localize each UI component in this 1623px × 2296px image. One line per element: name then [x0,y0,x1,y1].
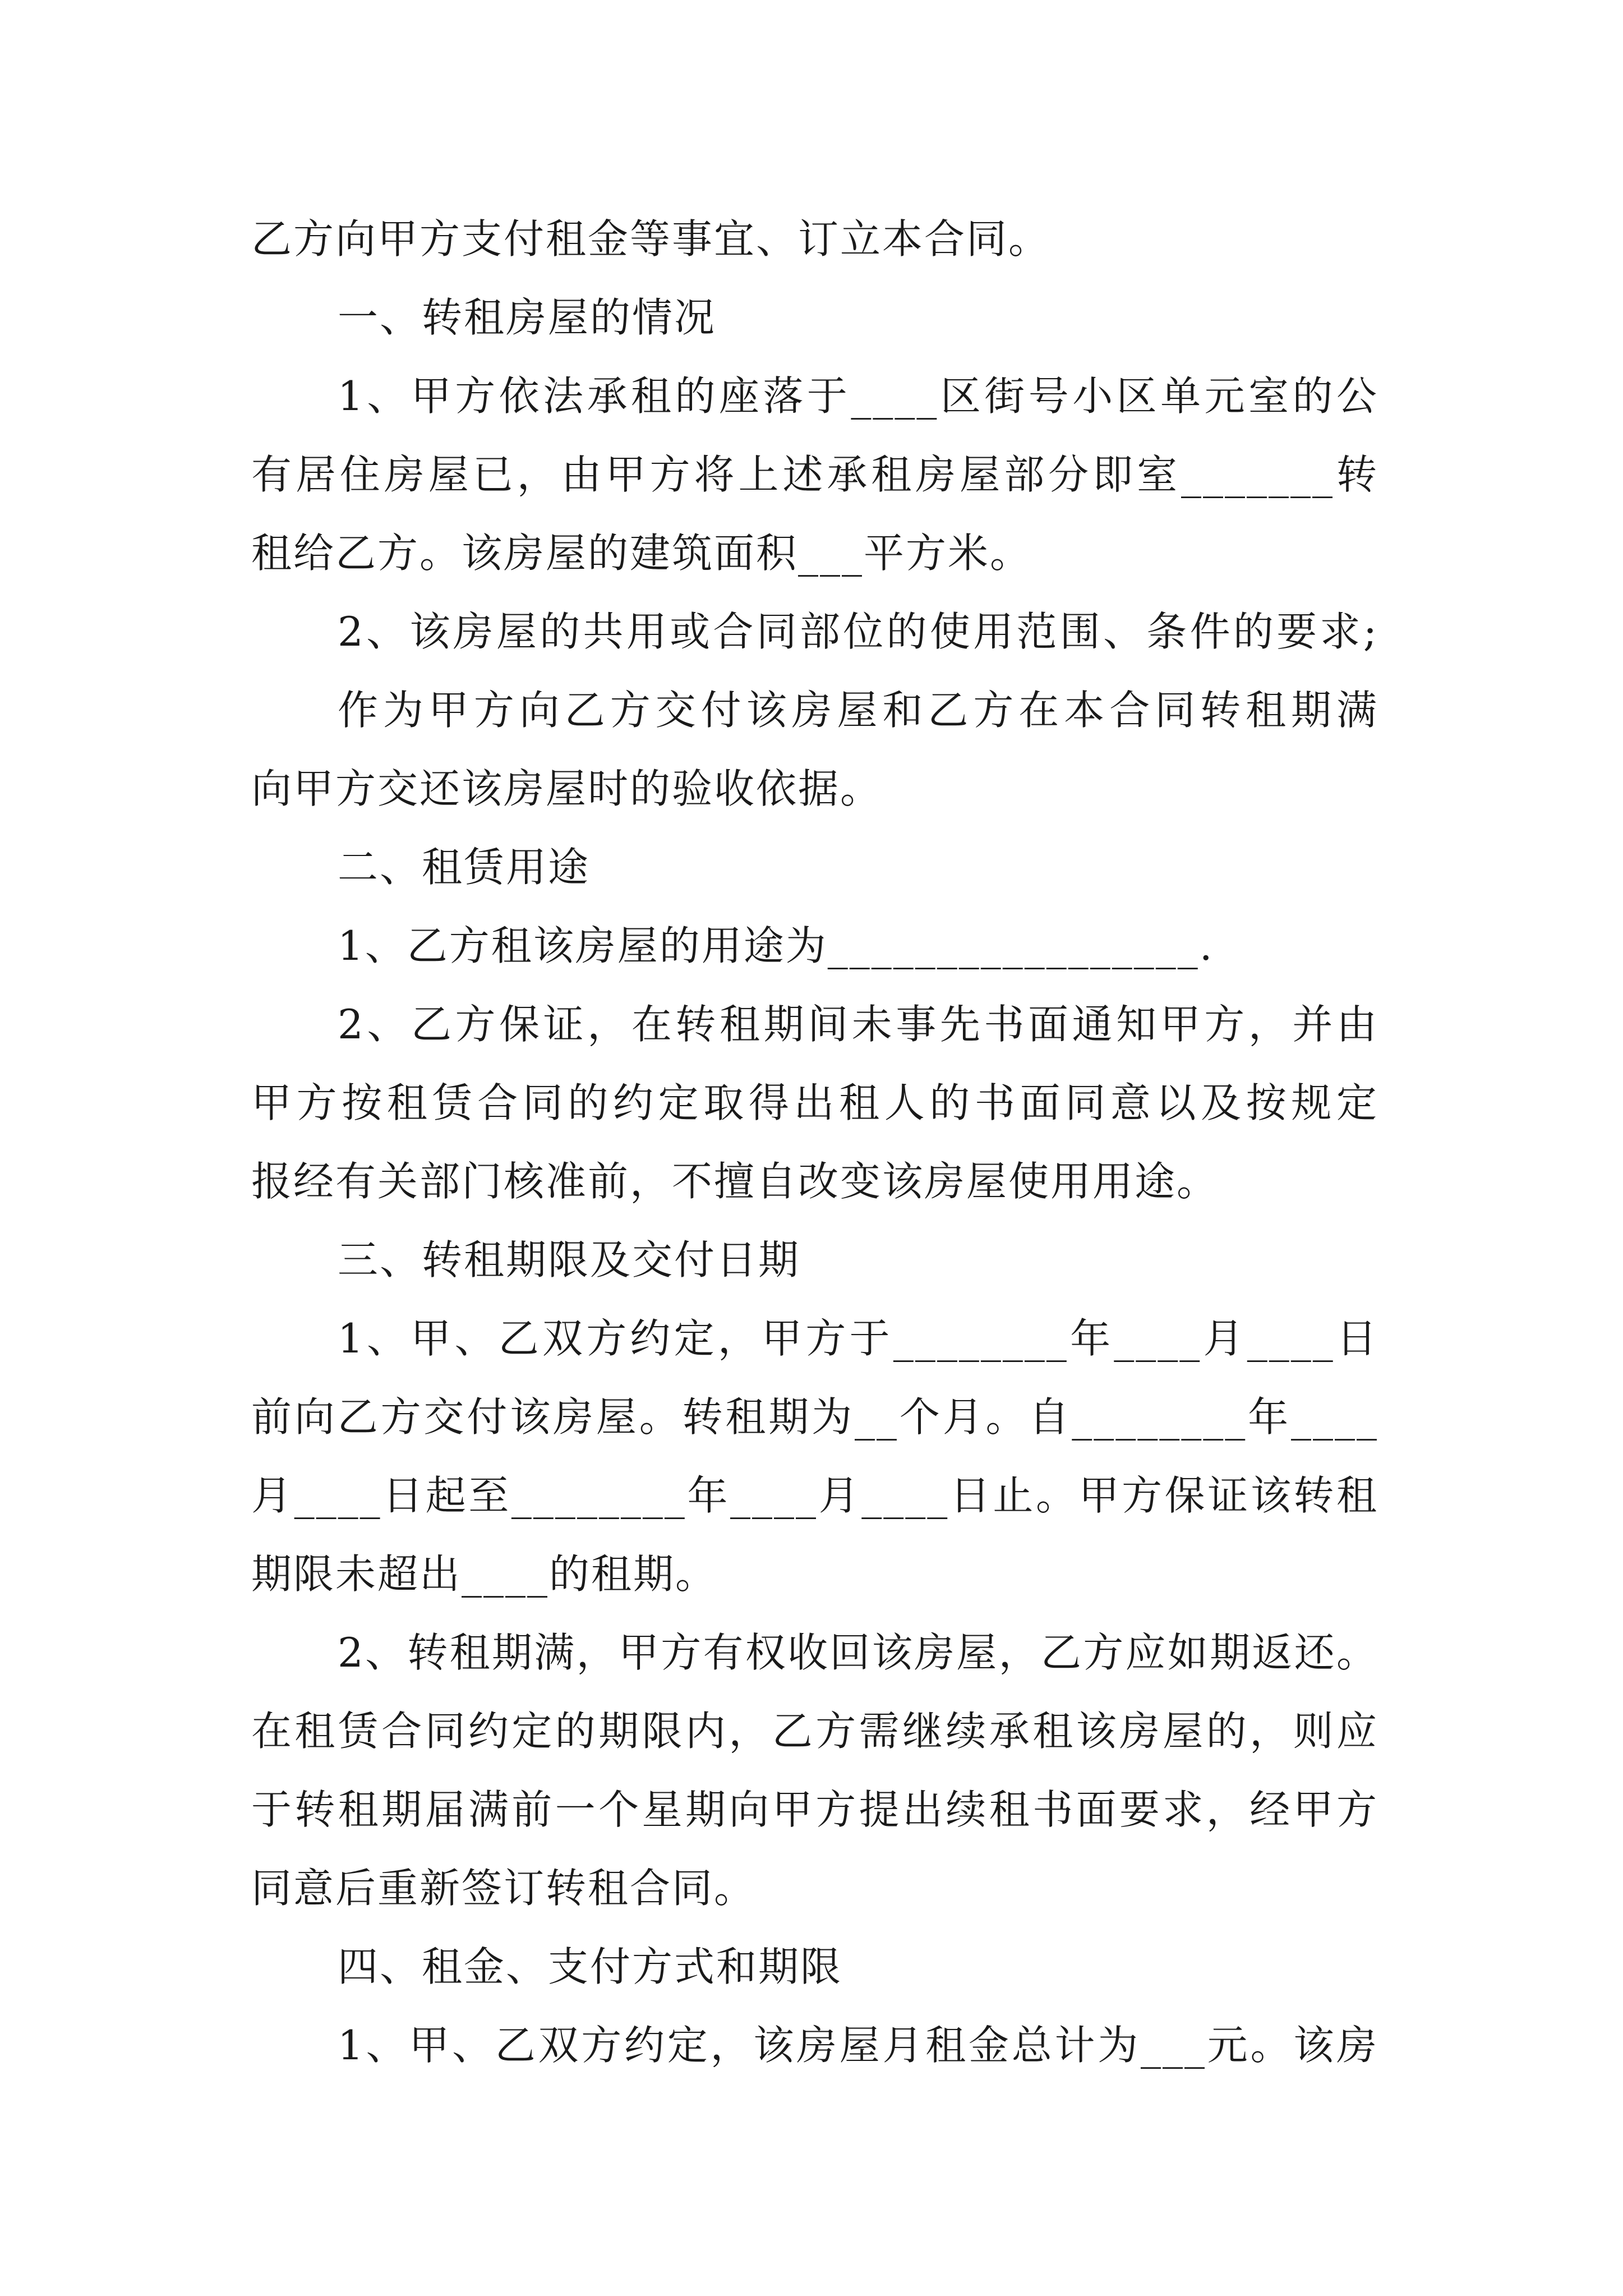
text-line: 在租赁合同约定的期限内，乙方需继续承租该房屋的，则应 [251,1708,1378,1755]
text-line: 期限未超出____的租期。 [251,1550,718,1598]
text-line: 2、转租期满，甲方有权收回该房屋，乙方应如期返还。 [338,1629,1378,1676]
text-line: 月____日起至________年____月____日止。甲方保证该转租 [251,1472,1378,1519]
text-line: 于转租期届满前一个星期向甲方提出续租书面要求，经甲方 [251,1786,1378,1833]
text-line: 同意后重新签订转租合同。 [251,1865,757,1912]
text-line: 1、乙方租该房屋的用途为_________________. [338,922,1214,969]
text-line: 报经有关部门核准前，不擅自改变该房屋使用用途。 [251,1158,1219,1205]
section-heading: 三、转租期限及交付日期 [338,1236,801,1283]
section-heading: 一、转租房屋的情况 [338,294,717,341]
section-heading: 二、租赁用途 [338,844,591,891]
text-line: 租给乙方。该房屋的建筑面积___平方米。 [251,530,1032,577]
text-line: 前向乙方交付该房屋。转租期为__个月。自________年____ [251,1393,1378,1441]
text-line: 乙方向甲方支付租金等事宜、订立本合同。 [251,215,1051,263]
text-line: 2、乙方保证，在转租期间未事先书面通知甲方，并由 [338,1001,1378,1048]
section-heading: 四、租金、支付方式和期限 [338,1943,843,1990]
text-line: 1、甲方依法承租的座落于____区街号小区单元室的公 [338,372,1378,420]
text-line: 作为甲方向乙方交付该房屋和乙方在本合同转租期满 [338,687,1378,734]
text-line: 2、该房屋的共用或合同部位的使用范围、条件的要求; [338,608,1378,655]
text-line: 向甲方交还该房屋时的验收依据。 [251,765,883,812]
text-line: 1、甲、乙双方约定，甲方于________年____月____日 [338,1315,1378,1362]
text-line: 甲方按租赁合同的约定取得出租人的书面同意以及按规定 [251,1079,1378,1126]
text-line: 1、甲、乙双方约定，该房屋月租金总计为___元。该房 [338,2022,1378,2069]
text-line: 有居住房屋已，由甲方将上述承租房屋部分即室_______转 [251,451,1378,498]
